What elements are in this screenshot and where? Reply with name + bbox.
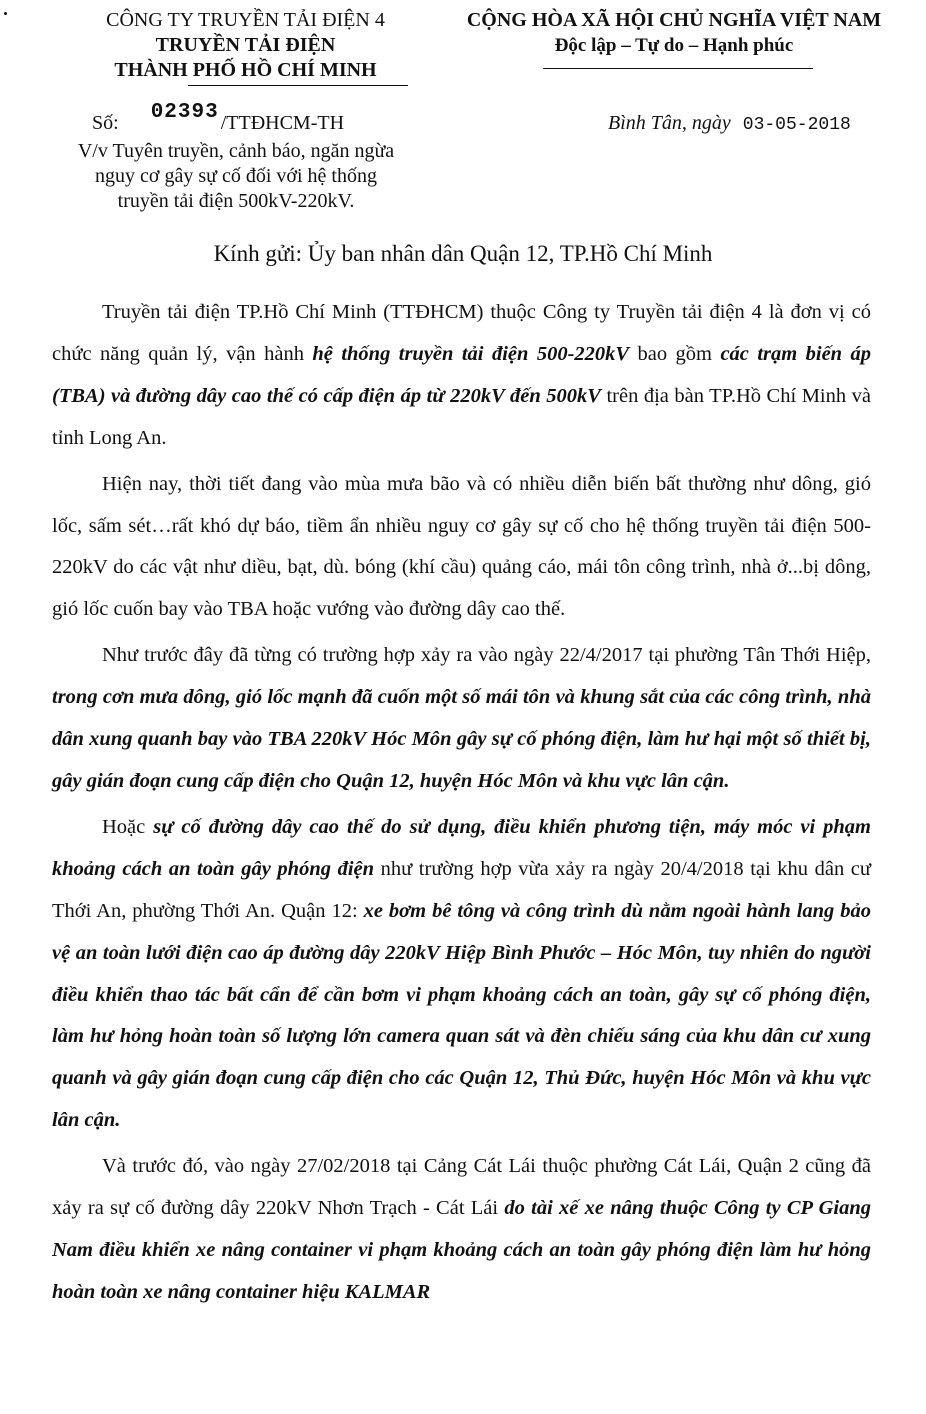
p3-text: Như trước đây đã từng có trường hợp xảy ra vào ngày 22/4/2017 tại phường Tân Thới Hiệp, <box>102 644 871 667</box>
national-motto: Độc lập – Tự do – Hạnh phúc <box>554 35 794 56</box>
doc-number-value: 02393 <box>150 101 219 124</box>
place-date-text: Bình Tân, ngày <box>608 112 731 134</box>
p1-text-2: bao gồm <box>629 342 721 365</box>
recipient-greeting: Kính gửi: Ủy ban nhân dân Quận 12, TP.Hồ Chí Minh <box>213 241 713 266</box>
p4-emphasis-2: xe bơm bê tông và công trình dù nằm ngoài hành lang bảo vệ an toàn lưới điện cao áp đường dây 220kV Hiệp Bình Phước – Hóc Môn, tuy nhiên do người điều khiển thao tác bất cẩn để cần bơm vi phạm khoảng cách an toàn, gây sự cố phóng điện, làm hư hỏng hoàn toàn số lượng lớn camera quan sát và đèn chiếu sáng của khu dân cư xung quanh và gây gián đoạn cung cấp điện cho các Quận 12, Thủ Đức, huyện Hóc Môn và khu vực lân cận. <box>52 899 872 1132</box>
paragraph-4 <box>52 807 871 1142</box>
subject-line-3: truyền tải điện 500kV-220kV. <box>117 190 355 212</box>
paragraph-2: Hiện nay, thời tiết đang vào mùa mưa bão và có nhiều diễn biến bất thường như dông, gió lốc, sấm sét…rất khó dự báo, tiềm ẩn nhiều nguy cơ gây sự cố cho hệ thống truyền tải điện 500-220kV do các vật như diều, bạt, dù. bóng (khí cầu) quảng cáo, mái tôn công trình, nhà ở...bị dông, gió lốc cuốn bay vào TBA hoặc vướng vào đường dây cao thế. <box>52 472 871 621</box>
motto-underline <box>543 68 813 69</box>
nation-title: CỘNG HÒA XÃ HỘI CHỦ NGHĨA VIỆT NAM <box>466 9 882 31</box>
document-number <box>92 101 345 136</box>
issuer-city: THÀNH PHỐ HỒ CHÍ MINH <box>114 59 377 81</box>
doc-number-suffix: /TTĐHCM-TH <box>220 112 345 134</box>
paragraph-3 <box>52 635 871 803</box>
letter-body <box>52 292 871 1318</box>
issue-date: 03-05-2018 <box>742 115 851 135</box>
p1-text-3: trên địa bàn TP.Hồ Chí Minh và tỉnh Long An. <box>52 384 871 449</box>
national-heading <box>433 8 915 58</box>
p1-emphasis-system: hệ thống truyền tải điện 500-220kV <box>312 342 630 365</box>
subject-line-2: nguy cơ gây sự cố đối với hệ thống <box>95 165 377 187</box>
p5-emphasis: do tài xế xe nâng thuộc Công ty CP Giang Nam điều khiển xe nâng container vi phạm khoảng cách an toàn gây phóng điện làm hư hỏng hoàn toàn xe nâng container hiệu KALMAR <box>52 1197 871 1303</box>
document-subject <box>36 139 436 214</box>
issuer-company: CÔNG TY TRUYỀN TẢI ĐIỆN 4 <box>106 9 385 31</box>
p1-emphasis-scope: các trạm biến áp (TBA) và đường dây cao thế có cấp điện áp từ 220kV đến 500kV <box>52 342 872 407</box>
p1-text: Truyền tải điện TP.Hồ Chí Minh (TTĐHCM) thuộc Công ty Truyền tải điện 4 là đơn vị có chức năng quản lý, vận hành <box>52 301 871 365</box>
place-date <box>608 112 851 135</box>
doc-number-label: Số: <box>92 112 119 134</box>
scan-speck <box>4 12 7 15</box>
paragraph-1 <box>52 292 871 460</box>
p3-emphasis: trong cơn mưa dông, gió lốc mạnh đã cuốn một số mái tôn và khung sắt của các công trình, nhà dân xung quanh bay vào TBA 220kV Hóc Môn gây sự cố phóng điện, làm hư hại một số thiết bị, gây gián đoạn cung cấp điện cho Quận 12, huyện Hóc Môn và khu vực lân cận. <box>52 686 871 792</box>
issuer-unit: TRUYỀN TẢI ĐIỆN <box>155 34 336 56</box>
subject-line-1: V/v Tuyên truyền, cảnh báo, ngăn ngừa <box>77 140 395 162</box>
p4-emphasis-1: sự cố đường dây cao thế do sử dụng, điều khiển phương tiện, máy móc vi phạm khoảng cách an toàn gây phóng điện <box>52 815 871 880</box>
issuer-block <box>58 8 433 83</box>
issuer-underline <box>188 85 408 86</box>
p4-text: Hoặc <box>102 815 154 838</box>
p4-text-2: như trường hợp vừa xảy ra ngày 20/4/2018 tại khu dân cư Thới An, phường Thới An. Quận 12: <box>52 857 871 922</box>
paragraph-5 <box>52 1146 871 1314</box>
p5-text: Và trước đó, vào ngày 27/02/2018 tại Cảng Cát Lái thuộc phường Cát Lái, Quận 2 cũng đã xảy ra sự cố đường dây 220kV Nhơn Trạch - Cát Lái <box>52 1155 871 1220</box>
